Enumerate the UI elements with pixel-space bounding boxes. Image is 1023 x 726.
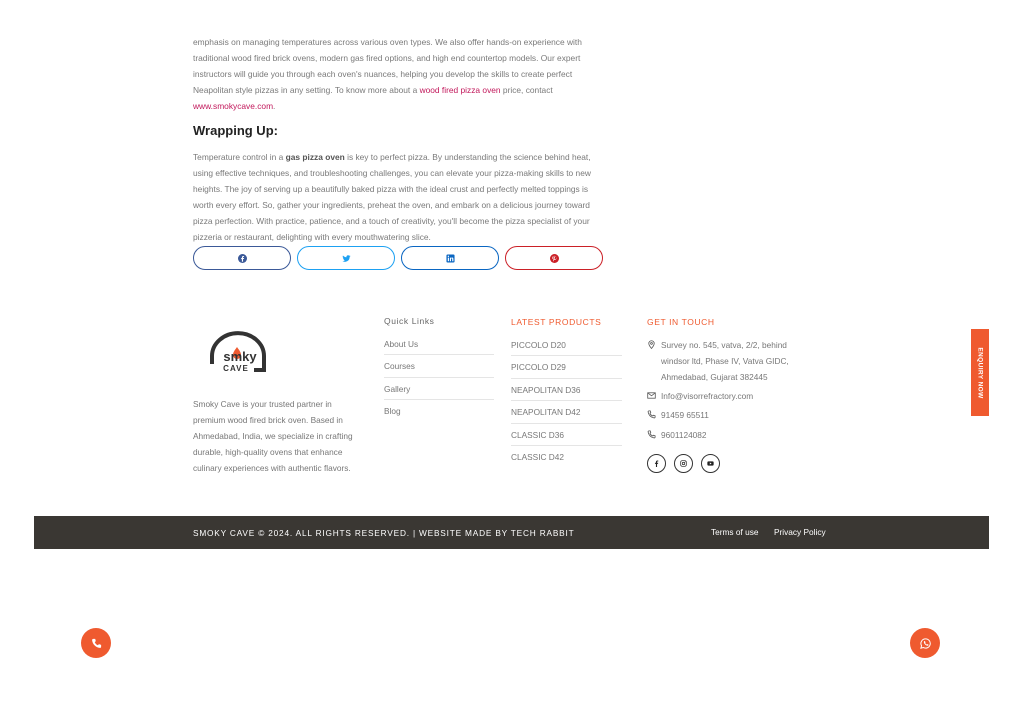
share-buttons	[193, 246, 603, 270]
social-youtube-button[interactable]	[701, 454, 720, 473]
quick-link-gallery[interactable]: Gallery	[384, 378, 494, 400]
contact-phone-2[interactable]: 9601124082	[647, 427, 807, 443]
product-neapolitan-d42[interactable]: NEAPOLITAN D42	[511, 401, 622, 423]
social-facebook-button[interactable]	[647, 454, 666, 473]
instagram-icon	[680, 460, 687, 467]
phone-icon	[647, 410, 656, 419]
latest-products-list	[511, 334, 622, 468]
logo-wordmark: smky	[223, 349, 257, 364]
contact-phone-1[interactable]: 91459 65511	[647, 407, 807, 423]
product-piccolo-d20[interactable]: PICCOLO D20	[511, 334, 622, 356]
pinterest-icon	[550, 254, 559, 263]
smoky-cave-logo[interactable]	[206, 330, 274, 374]
contact-address: Survey no. 545, vatva, 2/2, behind windsor ltd, Phase IV, Vatva GIDC, Ahmedabad, Gujarat 382445	[647, 337, 807, 385]
facebook-icon	[238, 254, 247, 263]
share-twitter-button[interactable]	[297, 246, 395, 270]
quick-link-courses[interactable]: Courses	[384, 355, 494, 377]
whatsapp-icon	[920, 638, 931, 649]
quick-link-about-us[interactable]: About Us	[384, 333, 494, 355]
quick-links-title: Quick Links	[384, 316, 435, 326]
share-linkedin-button[interactable]	[401, 246, 499, 270]
terms-of-use-link[interactable]: Terms of use	[711, 527, 759, 537]
social-links	[647, 454, 720, 473]
product-classic-d36[interactable]: CLASSIC D36	[511, 424, 622, 446]
contact-email[interactable]: Info@visorrefractory.com	[647, 388, 807, 404]
footer-bottom-bar	[34, 516, 989, 549]
article-body	[193, 34, 603, 245]
share-pinterest-button[interactable]	[505, 246, 603, 270]
get-in-touch-title: GET IN TOUCH	[647, 317, 715, 327]
quick-links-list	[384, 333, 494, 423]
map-pin-icon	[647, 340, 656, 349]
social-instagram-button[interactable]	[674, 454, 693, 473]
twitter-icon	[342, 254, 351, 263]
product-classic-d42[interactable]: CLASSIC D42	[511, 451, 565, 462]
phone-icon	[647, 430, 656, 439]
logo-subword: CAVE	[223, 364, 249, 373]
privacy-policy-link[interactable]: Privacy Policy	[774, 527, 826, 537]
article-paragraph: emphasis on managing temperatures across various oven types. We also offer hands-on experience with traditional wood fired brick ovens, modern gas fired options, and high end countertop models. Our expert instructors will guide you through each oven's nuances, helping you develop the skills to create perfect Neapolitan style pizzas in any setting. To know more about a wood fired pizza oven price, contact www.smokycave.com.	[193, 37, 582, 111]
phone-icon	[91, 638, 102, 649]
mail-icon	[647, 391, 656, 400]
product-piccolo-d29[interactable]: PICCOLO D29	[511, 356, 622, 378]
about-text: Smoky Cave is your trusted partner in premium wood fired brick oven. Based in Ahmedabad, India, we specialize in crafting durable, high-quality ovens that enhance culinary experiences with authentic flavors.	[193, 399, 353, 473]
website-link[interactable]: www.smokycave.com	[193, 101, 274, 111]
youtube-icon	[707, 460, 714, 467]
article-paragraph: Temperature control in a gas pizza oven is key to perfect pizza. By understanding the science behind heat, using effective techniques, and troubleshooting challenges, you can elevate your pizza-making skills to new heights. The joy of serving up a beautifully baked pizza with the ideal crust and perfectly melted toppings is worth every effort. So, gather your ingredients, preheat the oven, and embark on a delicious journey toward pizza perfection. With practice, patience, and a touch of creativity, you'll become the pizza specialist of your pizzeria or restaurant, delighting with every mouthwatering slice.	[193, 152, 591, 242]
wood-fired-oven-link[interactable]: wood fired pizza oven	[419, 85, 501, 95]
section-heading: Wrapping Up:	[193, 123, 278, 138]
whatsapp-floating-button[interactable]	[910, 628, 940, 658]
share-facebook-button[interactable]	[193, 246, 291, 270]
copyright-text: SMOKY CAVE © 2024. ALL RIGHTS RESERVED. | WEBSITE MADE BY TECH RABBIT	[193, 528, 575, 538]
logo-icon	[206, 330, 274, 374]
linkedin-icon	[446, 254, 455, 263]
quick-link-blog[interactable]: Blog	[384, 406, 401, 417]
product-neapolitan-d36[interactable]: NEAPOLITAN D36	[511, 379, 622, 401]
latest-products-title: LATEST PRODUCTS	[511, 317, 602, 327]
call-floating-button[interactable]	[81, 628, 111, 658]
enquiry-now-tab[interactable]: ENQUIRY NOW	[971, 329, 989, 416]
facebook-icon	[653, 460, 660, 467]
